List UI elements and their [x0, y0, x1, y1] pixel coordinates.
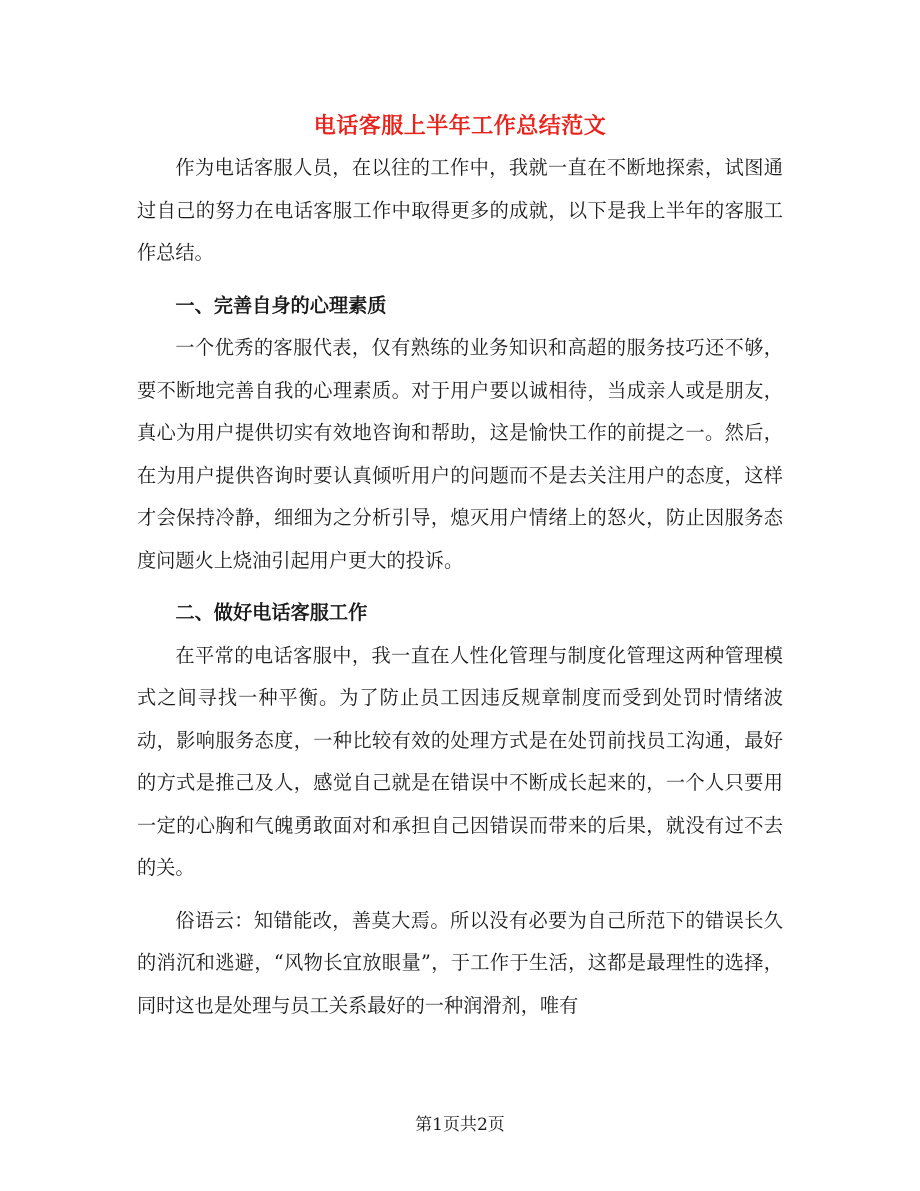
section-heading-2: 二、做好电话客服工作: [175, 601, 368, 624]
body-paragraph: 一个优秀的客服代表，仅有熟练的业务知识和高超的服务技巧还不够，要不断地完善自我的心理素质。对于用户要以诚相待，当成亲人或是朋友，真心为用户提供切实有效地咨询和帮助，这是愉快工作的前提之一。然后，在为用户提供咨询时要认真倾听用户的问题而不是去关注用户的态度，这样才会保持冷静，细细为之分析引导，熄灭用户情绪上的怒火，防止因服务态度问题火上烧油引起用户更大的投诉。: [137, 336, 783, 572]
document-body: [137, 147, 783, 1027]
document-title: 电话客服上半年工作总结范文: [313, 113, 607, 139]
section-heading-1: 一、完善自身的心理素质: [175, 293, 387, 317]
body-paragraph: 在平常的电话客服中，我一直在人性化管理与制度化管理这两种管理模式之间寻找一种平衡。为了防止员工因违反规章制度而受到处罚时情绪波动，影响服务态度，一种比较有效的处理方式是在处罚前找员工沟通，最好的方式是推己及人，感觉自己就是在错误中不断成长起来的，一个人只要用一定的心胸和气魄勇敢面对和承担自己因错误而带来的后果，就没有过不去的关。: [137, 643, 783, 879]
intro-paragraph: 作为电话客服人员，在以往的工作中，我就一直在不断地探索，试图通过自己的努力在电话客服工作中取得更多的成就，以下是我上半年的客服工作总结。: [137, 156, 783, 264]
page-number: 第1页共2页: [415, 1115, 505, 1135]
body-paragraph: 俗语云：知错能改，善莫大焉。所以没有必要为自己所范下的错误长久的消沉和逃避，“风物长宜放眼量”，于工作于生活，这都是最理性的选择，同时这也是处理与员工关系最好的一种润滑剂，唯有: [137, 908, 783, 1017]
